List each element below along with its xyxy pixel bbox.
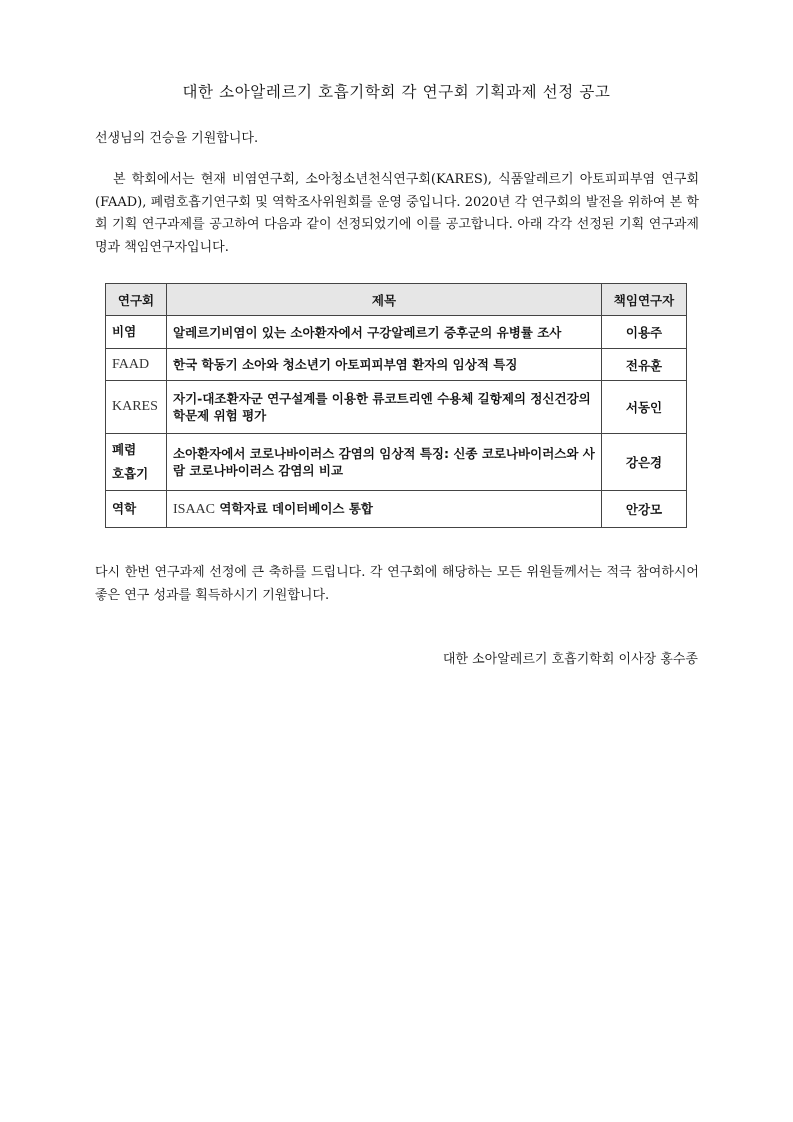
row-pi: 강은경 (602, 434, 687, 491)
row-pi: 전유훈 (602, 349, 687, 381)
table-row (106, 491, 687, 528)
row-title-rest: 역학자료 데이터베이스 통합 (219, 501, 373, 516)
table-row (106, 434, 687, 491)
table-row (106, 381, 687, 434)
row-title (167, 491, 602, 528)
table-row (106, 316, 687, 349)
row-title: 자기-대조환자군 연구설계를 이용한 류코트리엔 수용체 길항제의 정신건강의학문제 위험 평가 (167, 381, 602, 434)
closing-paragraph: 다시 한번 연구과제 선정에 큰 축하를 드립니다. 각 연구회에 해당하는 모든 위원들께서는 적극 참여하시어 좋은 연구 성과를 획득하시기 기원합니다. (95, 565, 699, 603)
selected-projects-table (105, 283, 687, 528)
table-header-row (106, 284, 687, 316)
row-society: 역학 (106, 491, 167, 528)
row-society-line2: 호흡기 (112, 466, 149, 481)
row-title: 한국 학동기 소아와 청소년기 아토피피부염 환자의 임상적 특징 (167, 349, 602, 381)
row-pi: 안강모 (602, 491, 687, 528)
intro-paragraph: 본 학회에서는 현재 비염연구회, 소아청소년천식연구회(KARES), 식품알레르기 아토피피부염 연구회(FAAD), 폐렴호흡기연구회 및 역학조사위원회를 운영 중입니다. 2020년 각 연구회의 발전을 위하여 본 학회 기획 연구과제를 공고하여 다음과 같이 선정되었기에 이를 공고합니다. 아래 각각 선정된 기획 연구과제명과 책임연구자입니다. (95, 172, 699, 255)
row-pi: 서동인 (602, 381, 687, 434)
row-society: FAAD (106, 349, 167, 381)
row-society (106, 434, 167, 491)
document-title: 대한 소아알레르기 호흡기학회 각 연구회 기획과제 선정 공고 (182, 83, 611, 101)
header-title: 제목 (167, 284, 602, 316)
row-title-prefix: ISAAC (173, 502, 216, 517)
row-society: KARES (106, 381, 167, 434)
row-pi: 이용주 (602, 316, 687, 349)
row-title: 소아환자에서 코로나바이러스 감염의 임상적 특징: 신종 코로나바이러스와 사람 코로나바이러스 감염의 비교 (167, 434, 602, 491)
signature-line: 대한 소아알레르기 호흡기학회 이사장 홍수종 (442, 652, 698, 667)
header-pi: 책임연구자 (602, 284, 687, 316)
table-row (106, 349, 687, 381)
greeting-text: 선생님의 건승을 기원합니다. (95, 131, 259, 146)
row-society-line1: 폐렴 (112, 442, 137, 457)
row-society: 비염 (106, 316, 167, 349)
header-society: 연구회 (106, 284, 167, 316)
row-title: 알레르기비염이 있는 소아환자에서 구강알레르기 증후군의 유병률 조사 (167, 316, 602, 349)
